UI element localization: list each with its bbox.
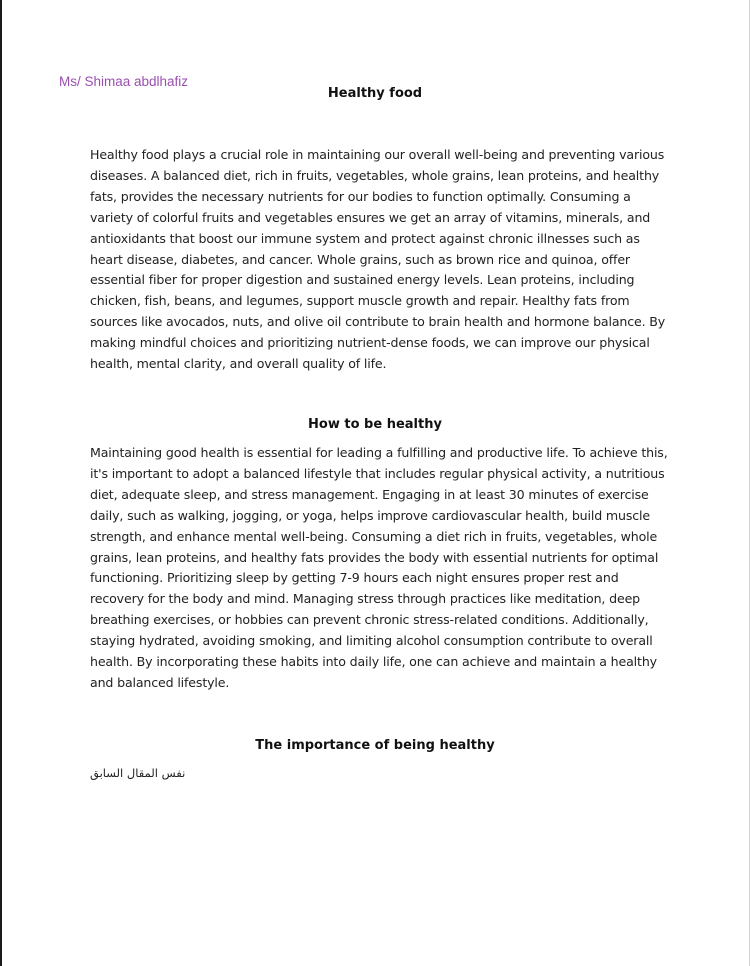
section-title-healthy-food: Healthy food [327, 86, 423, 101]
section-body-importance-arabic: نفس المقال السابق [90, 766, 186, 780]
section-title-importance-of-being-healthy: The importance of being healthy [255, 738, 495, 753]
author-name: Ms/ Shimaa abdlhafiz [59, 74, 189, 89]
page-edge-left [0, 0, 2, 966]
section-body-healthy-food: Healthy food plays a crucial role in maintaining our overall well-being and preventing various diseases. A balanced diet, rich in fruits, vegetables, whole grains, lean proteins, and healthy fats, provides the necessary nutrients for our bodies to function optimally. Consuming a variety of colorful fruits and vegetables ensures we get an array of vitamins, minerals, and antioxidants that boost our immune system and protect against chronic illnesses such as heart disease, diabetes, and cancer. Whole grains, such as brown rice and quinoa, offer essential fiber for proper digestion and sustained energy levels. Lean proteins, including chicken, fish, beans, and legumes, support muscle growth and repair. Healthy fats from sources like avocados, nuts, and olive oil contribute to brain health and hormone balance. By making mindful choices and prioritizing nutrient-dense foods, we can improve our physical health, mental clarity, and overall quality of life. [90, 147, 666, 372]
section-title-how-to-be-healthy: How to be healthy [308, 417, 442, 432]
section-body-how-to-be-healthy: Maintaining good health is essential for leading a fulfilling and productive life. To achieve this, it's important to adopt a balanced lifestyle that includes regular physical activity, a nutritious diet, adequate sleep, and stress management. Engaging in at least 30 minutes of exercise daily, such as walking, jogging, or yoga, helps improve cardiovascular health, build muscle strength, and enhance mental well-being. Consuming a diet rich in fruits, vegetables, whole grains, lean proteins, and healthy fats provides the body with essential nutrients for optimal functioning. Prioritizing sleep by getting 7-9 hours each night ensures proper rest and recovery for the body and mind. Managing stress through practices like meditation, deep breathing exercises, or hobbies can prevent chronic stress-related conditions. Additionally, staying hydrated, avoiding smoking, and limiting alcohol consumption contribute to overall health. By incorporating these habits into daily life, one can achieve and maintain a healthy and balanced lifestyle. [90, 445, 668, 690]
